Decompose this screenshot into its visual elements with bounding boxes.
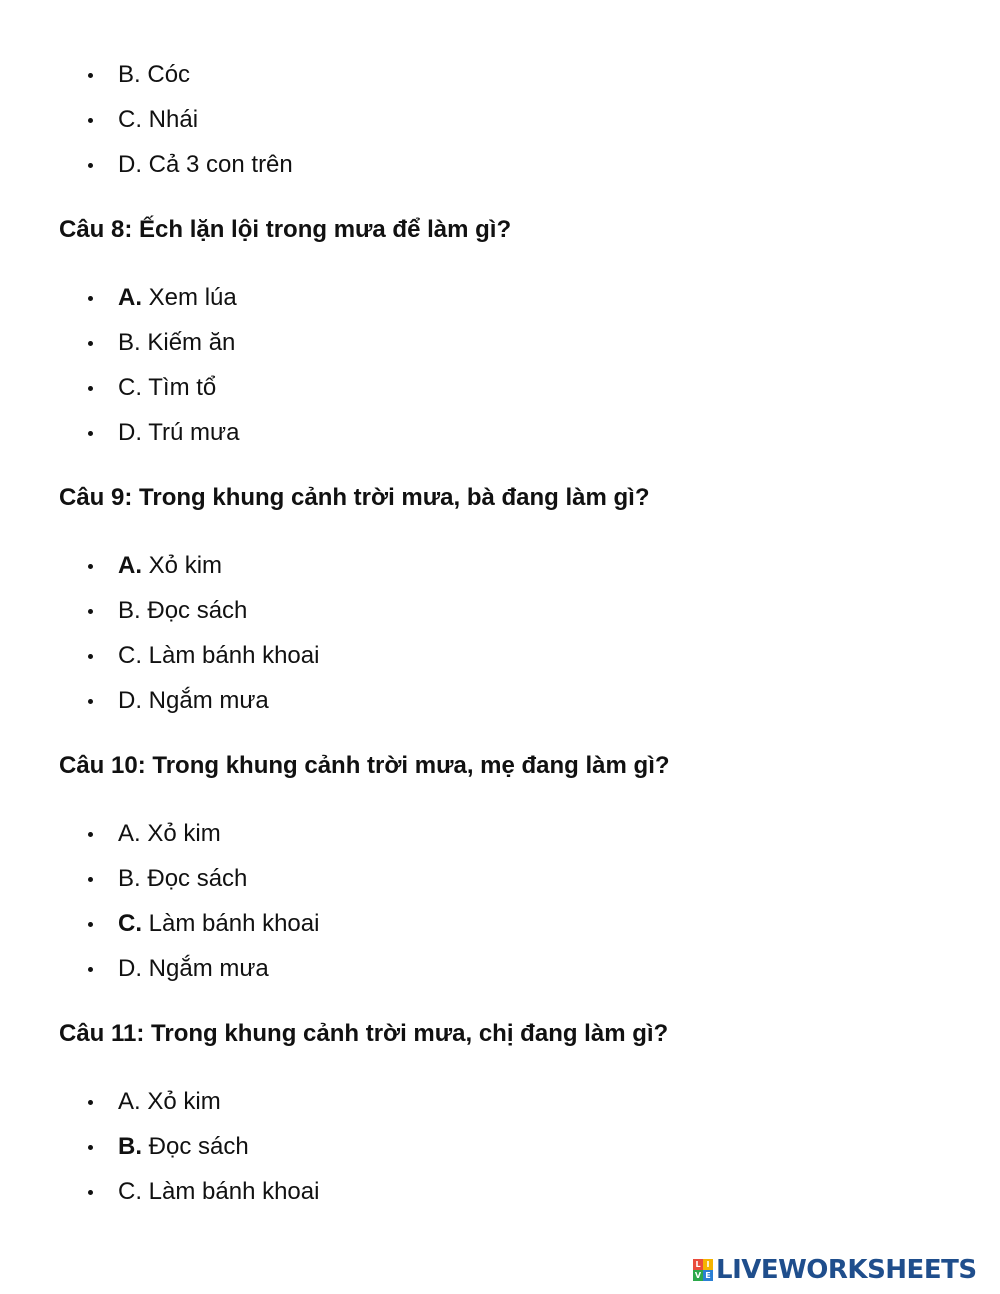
bullet-icon [88, 654, 93, 659]
option-text: Trú mưa [148, 419, 240, 446]
option-key: B. [118, 1133, 142, 1160]
option-text: Xem lúa [148, 284, 237, 311]
option-key: A. [118, 552, 142, 579]
option-key: B. [118, 61, 141, 88]
option-text: Đọc sách [147, 597, 248, 624]
bullet-icon [88, 922, 93, 927]
logo-text: LIVEWORKSHEETS [716, 1255, 977, 1285]
bullet-icon [88, 341, 93, 346]
option-key: B. [118, 865, 141, 892]
bullet-icon [88, 386, 93, 391]
option-key: A. [118, 284, 142, 311]
option-text: Ngắm mưa [148, 687, 269, 714]
bullet-icon [88, 832, 93, 837]
option-key: A. [118, 1088, 141, 1115]
question-title: Câu 8: Ếch lặn lội trong mưa để làm gì? [59, 216, 512, 243]
bullet-icon [88, 967, 93, 972]
bullet-icon [88, 73, 93, 78]
option-text: Kiếm ăn [147, 329, 236, 356]
option-key: C. [118, 1178, 142, 1205]
option-text: Nhái [148, 106, 199, 133]
bullet-icon [88, 877, 93, 882]
option-text: Làm bánh khoai [148, 642, 320, 669]
option-key: C. [118, 374, 142, 401]
bullet-icon [88, 564, 93, 569]
option-key: D. [118, 687, 142, 714]
option-text: Đọc sách [147, 865, 248, 892]
option-text: Xỏ kim [147, 820, 221, 847]
liveworksheets-logo-icon [693, 1259, 713, 1281]
option-text: Xỏ kim [148, 552, 223, 579]
question-title: Câu 11: Trong khung cảnh trời mưa, chị đang làm gì? [59, 1020, 669, 1047]
option-key: B. [118, 597, 141, 624]
option-text: Đọc sách [148, 1133, 249, 1160]
option-text: Cóc [147, 61, 191, 88]
question-title: Câu 10: Trong khung cảnh trời mưa, mẹ đang làm gì? [59, 752, 670, 779]
logo-tile: I [703, 1259, 713, 1270]
option-key: B. [118, 329, 141, 356]
option-text: Ngắm mưa [148, 955, 269, 982]
bullet-icon [88, 163, 93, 168]
bullet-icon [88, 431, 93, 436]
logo-tile: E [703, 1270, 713, 1281]
option-text: Làm bánh khoai [148, 1178, 320, 1205]
bullet-icon [88, 1100, 93, 1105]
option-key: D. [118, 955, 142, 982]
bullet-icon [88, 118, 93, 123]
question-title: Câu 9: Trong khung cảnh trời mưa, bà đang làm gì? [59, 484, 650, 511]
option-key: C. [118, 642, 142, 669]
option-key: A. [118, 820, 141, 847]
bullet-icon [88, 699, 93, 704]
logo-tile: V [694, 1271, 702, 1280]
option-key: D. [118, 151, 142, 178]
logo-tile: L [693, 1259, 703, 1270]
bullet-icon [88, 1145, 93, 1150]
bullet-icon [88, 1190, 93, 1195]
option-key: C. [118, 910, 142, 937]
option-text: Cả 3 con trên [148, 151, 293, 178]
bullet-icon [88, 296, 93, 301]
option-text: Tìm tổ [148, 374, 217, 401]
option-text: Xỏ kim [147, 1088, 221, 1115]
option-key: C. [118, 106, 142, 133]
liveworksheets-logo[interactable] [693, 1254, 977, 1286]
option-text: Làm bánh khoai [148, 910, 320, 937]
bullet-icon [88, 609, 93, 614]
option-key: D. [118, 419, 142, 446]
